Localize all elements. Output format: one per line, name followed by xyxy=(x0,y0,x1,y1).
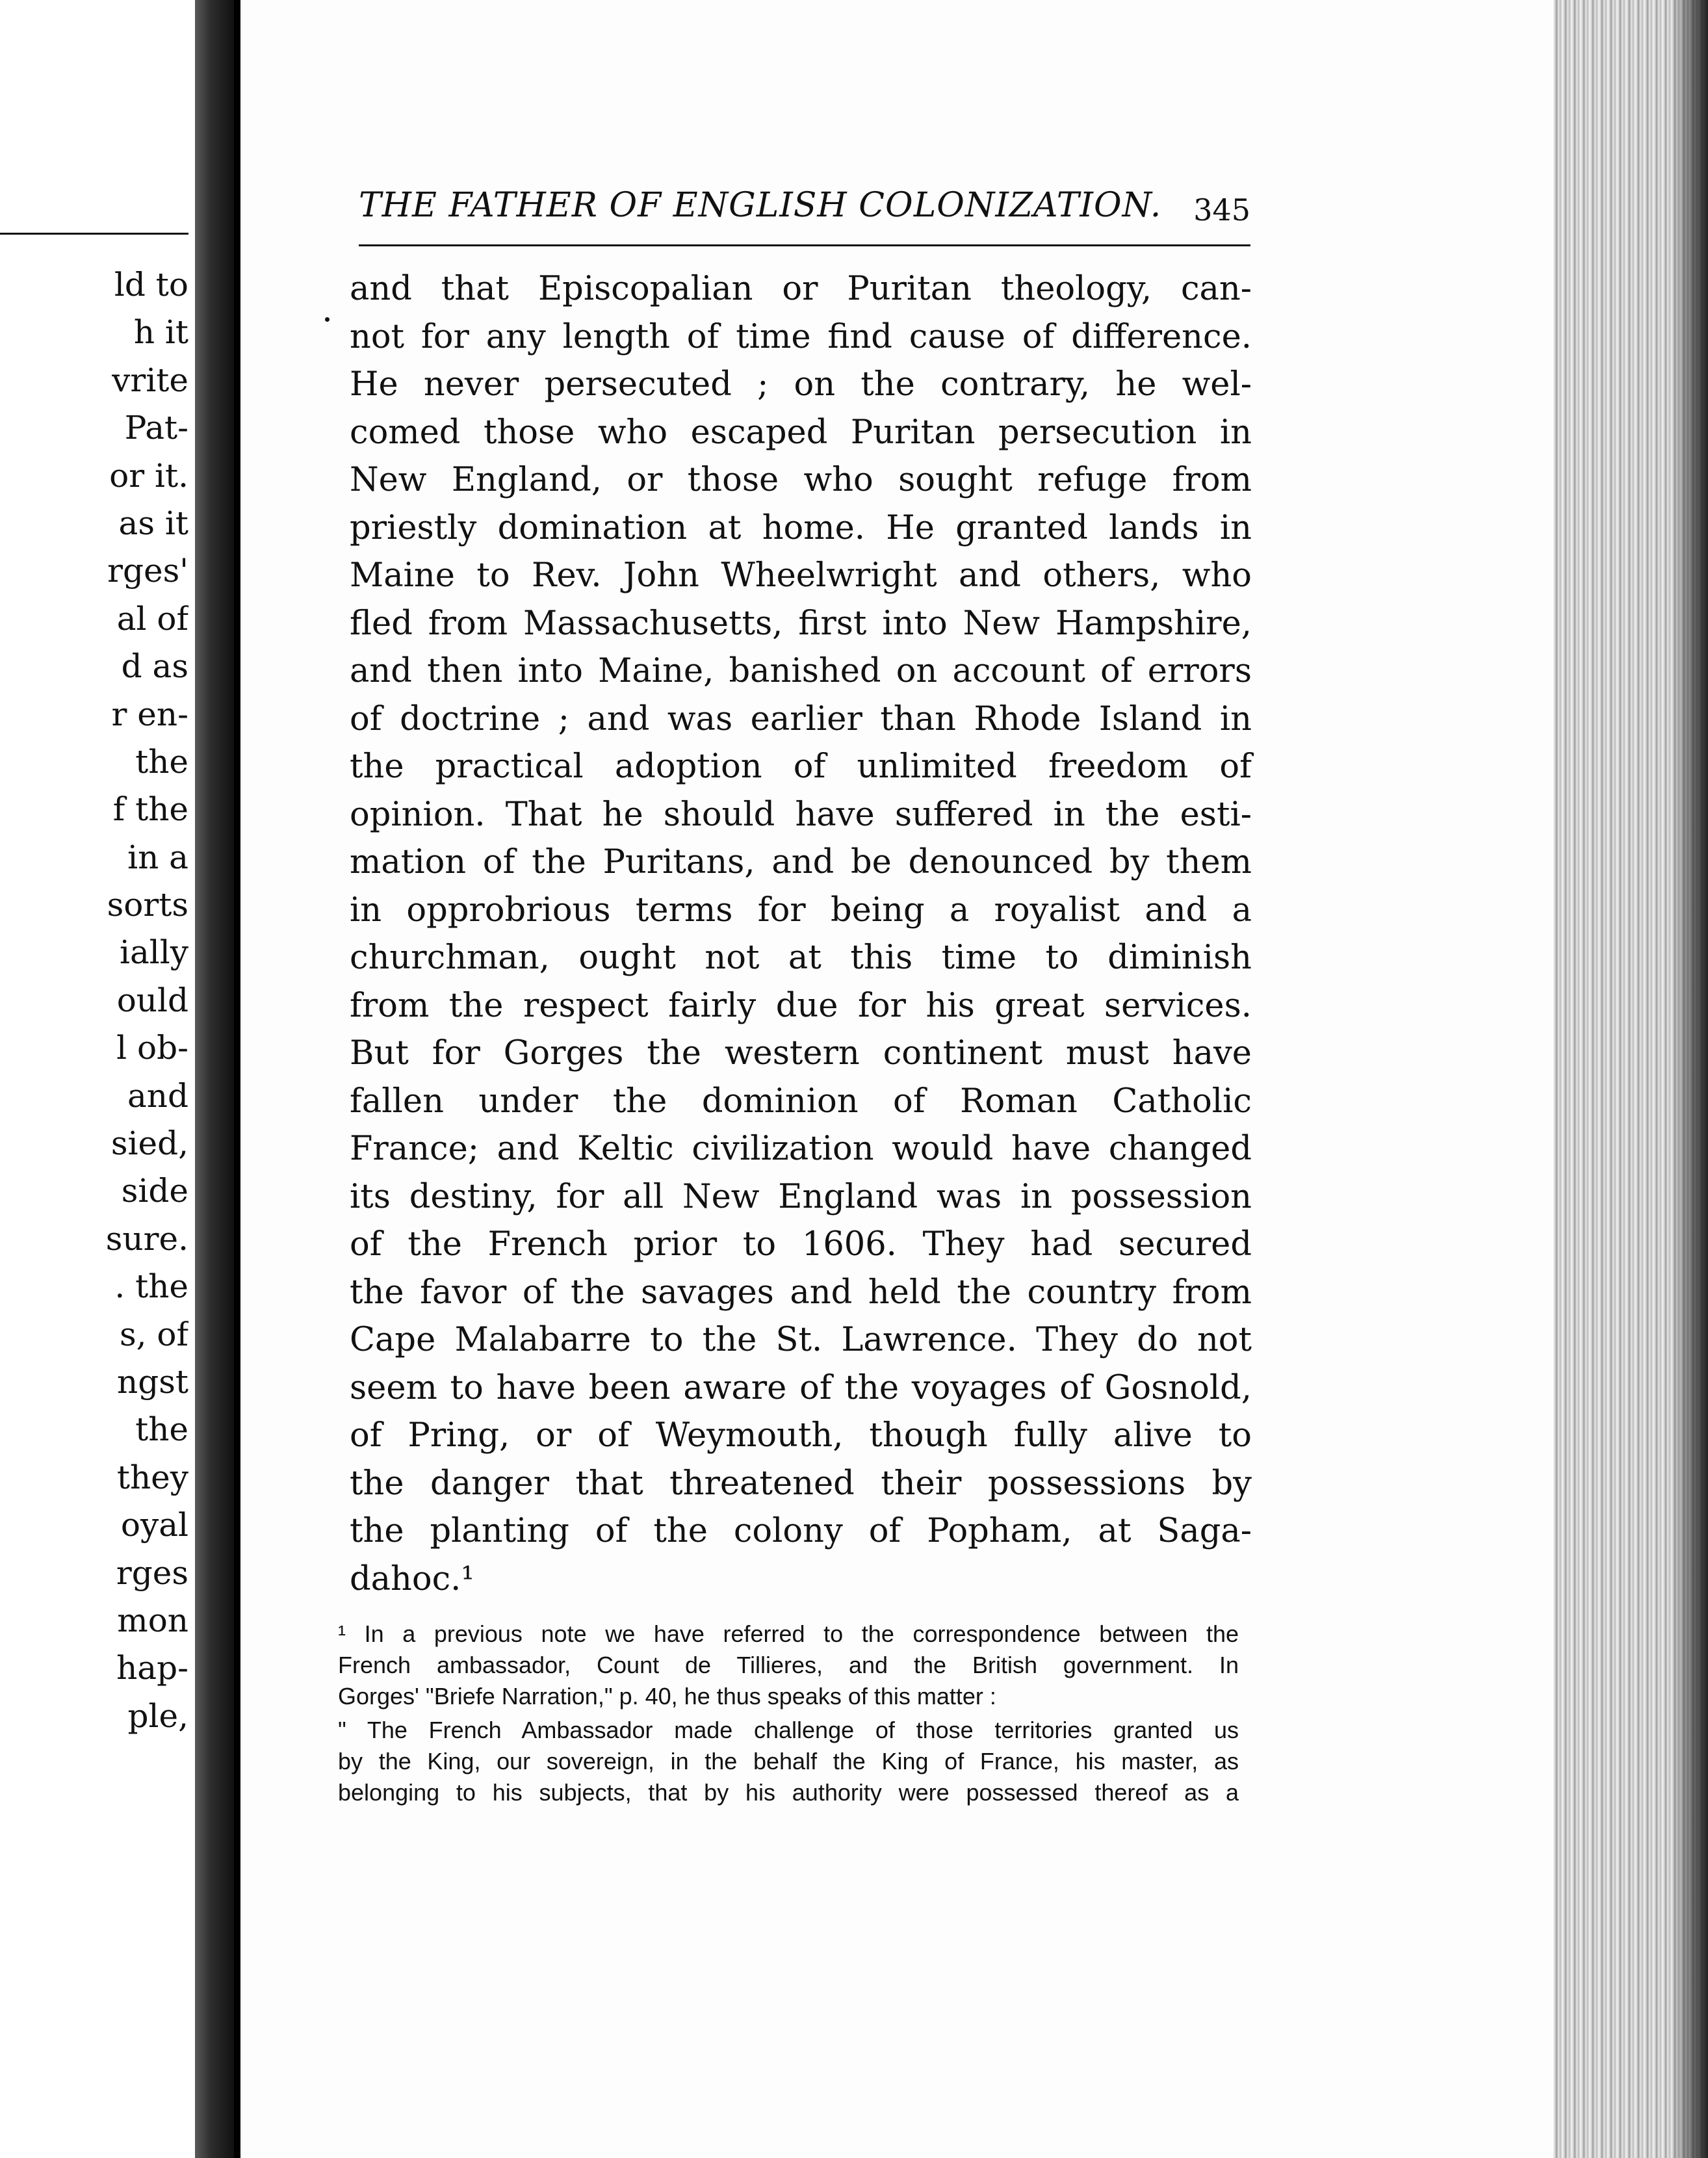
body-line: its destiny, for all New England was in possession xyxy=(350,1177,1252,1216)
body-line: Maine to Rev. John Wheelwright and others, who xyxy=(350,556,1252,595)
body-line: of Pring, or of Weymouth, though fully alive to xyxy=(350,1416,1252,1455)
body-line: from the respect fairly due for his great services. xyxy=(350,986,1252,1025)
left-page-line: s, of xyxy=(119,1315,188,1353)
body-line: not for any length of time find cause of difference. xyxy=(350,317,1252,356)
body-line: comed those who escaped Puritan persecution in xyxy=(350,413,1252,452)
left-page-line: d as xyxy=(121,647,188,686)
body-line: of doctrine ; and was earlier than Rhode Island in xyxy=(350,699,1252,738)
body-line: the planting of the colony of Popham, at Saga- xyxy=(350,1512,1252,1550)
left-page-line: mon xyxy=(117,1601,188,1639)
left-page-line: ially xyxy=(119,933,188,972)
footnotes xyxy=(338,1618,1239,1808)
left-page-line: in a xyxy=(127,838,188,876)
left-page-header-rule xyxy=(0,233,188,235)
left-page-line: side xyxy=(121,1172,188,1210)
body-line: the danger that threatened their possessions by xyxy=(350,1464,1252,1503)
body-line: Cape Malabarre to the St. Lawrence. They do not xyxy=(350,1321,1252,1359)
book-edge-shadow xyxy=(1670,0,1708,2158)
page-header xyxy=(359,186,1250,238)
left-page-line: ould xyxy=(116,981,188,1019)
header-rule xyxy=(359,244,1250,246)
book-gutter-shadow xyxy=(195,0,234,2158)
left-page-line: the xyxy=(135,1410,188,1449)
footnote-line: Gorges' "Briefe Narration," p. 40, he thus speaks of this matter : xyxy=(338,1683,996,1710)
left-page-line: Pat- xyxy=(124,409,188,447)
body-line: seem to have been aware of the voyages of Gosnold, xyxy=(350,1368,1252,1407)
left-page-line: l ob- xyxy=(116,1029,188,1067)
body-line: France; and Keltic civilization would have changed xyxy=(350,1130,1252,1168)
ink-speck xyxy=(325,317,330,322)
body-line: in opprobrious terms for being a royalist and a xyxy=(350,890,1252,930)
left-page-line: . the xyxy=(114,1268,188,1306)
left-page-line: and xyxy=(127,1076,188,1115)
body-text xyxy=(350,265,1252,1603)
left-page-text-fragment xyxy=(0,261,188,1740)
footnote-line: ¹ In a previous note we have referred to the correspondence between the xyxy=(338,1620,1239,1647)
footnote-line: " The French Ambassador made challenge of those territories granted us xyxy=(338,1717,1239,1743)
body-line: He never persecuted ; on the contrary, he wel- xyxy=(350,365,1252,404)
body-line: priestly domination at home. He granted lands in xyxy=(350,508,1252,547)
left-page-line: ngst xyxy=(117,1362,188,1401)
body-line: fallen under the dominion of Roman Catholic xyxy=(350,1082,1252,1121)
left-page-line: hap- xyxy=(116,1649,188,1687)
body-line: mation of the Puritans, and be denounced by them xyxy=(350,843,1252,881)
left-page-line: vrite xyxy=(112,361,188,399)
page-number: 345 xyxy=(1193,192,1250,228)
body-line: the favor of the savages and held the country from xyxy=(350,1273,1252,1312)
body-line: fled from Massachusetts, first into New Hampshire, xyxy=(350,604,1252,643)
running-head-title: THE FATHER OF ENGLISH COLONIZATION. xyxy=(359,186,1162,225)
left-page-line: sorts xyxy=(107,886,188,924)
left-page-line: f the xyxy=(112,790,188,829)
left-page-line: they xyxy=(116,1458,188,1496)
left-page-line: h it xyxy=(133,313,188,352)
left-page-line: the xyxy=(135,742,188,781)
left-page-line: ple, xyxy=(127,1696,188,1735)
body-line: New England, or those who sought refuge from xyxy=(350,461,1252,499)
body-line: opinion. That he should have suffered in the esti- xyxy=(350,795,1252,834)
body-line: and then into Maine, banished on account of errors xyxy=(350,652,1252,690)
footnote-line: by the King, our sovereign, in the behalf the King of France, his master, as xyxy=(338,1748,1239,1774)
footnote-line: belonging to his subjects, that by his authority were possessed thereof as a xyxy=(338,1779,1239,1806)
left-page-line: as it xyxy=(118,504,188,542)
left-page-line: al of xyxy=(116,599,188,638)
body-line: But for Gorges the western continent must have xyxy=(350,1034,1252,1072)
left-page-line: sure. xyxy=(105,1219,188,1258)
body-line: and that Episcopalian or Puritan theology, can- xyxy=(350,270,1252,308)
left-page-line: sied, xyxy=(110,1124,188,1163)
left-page-line: ld to xyxy=(114,266,188,304)
left-page-line: rges' xyxy=(107,552,188,590)
left-page-line: r en- xyxy=(111,695,188,733)
body-line: churchman, ought not at this time to diminish xyxy=(350,939,1252,977)
footnote-line: French ambassador, Count de Tillieres, and the British government. In xyxy=(338,1652,1239,1678)
left-page-line: oyal xyxy=(120,1506,188,1544)
facing-page-left xyxy=(0,0,201,2158)
body-line: of the French prior to 1606. They had secured xyxy=(350,1225,1252,1264)
body-line: dahoc.¹ xyxy=(350,1559,474,1598)
left-page-line: rges xyxy=(116,1554,188,1592)
body-line: the practical adoption of unlimited freedom of xyxy=(350,748,1252,786)
left-page-line: or it. xyxy=(109,456,188,495)
